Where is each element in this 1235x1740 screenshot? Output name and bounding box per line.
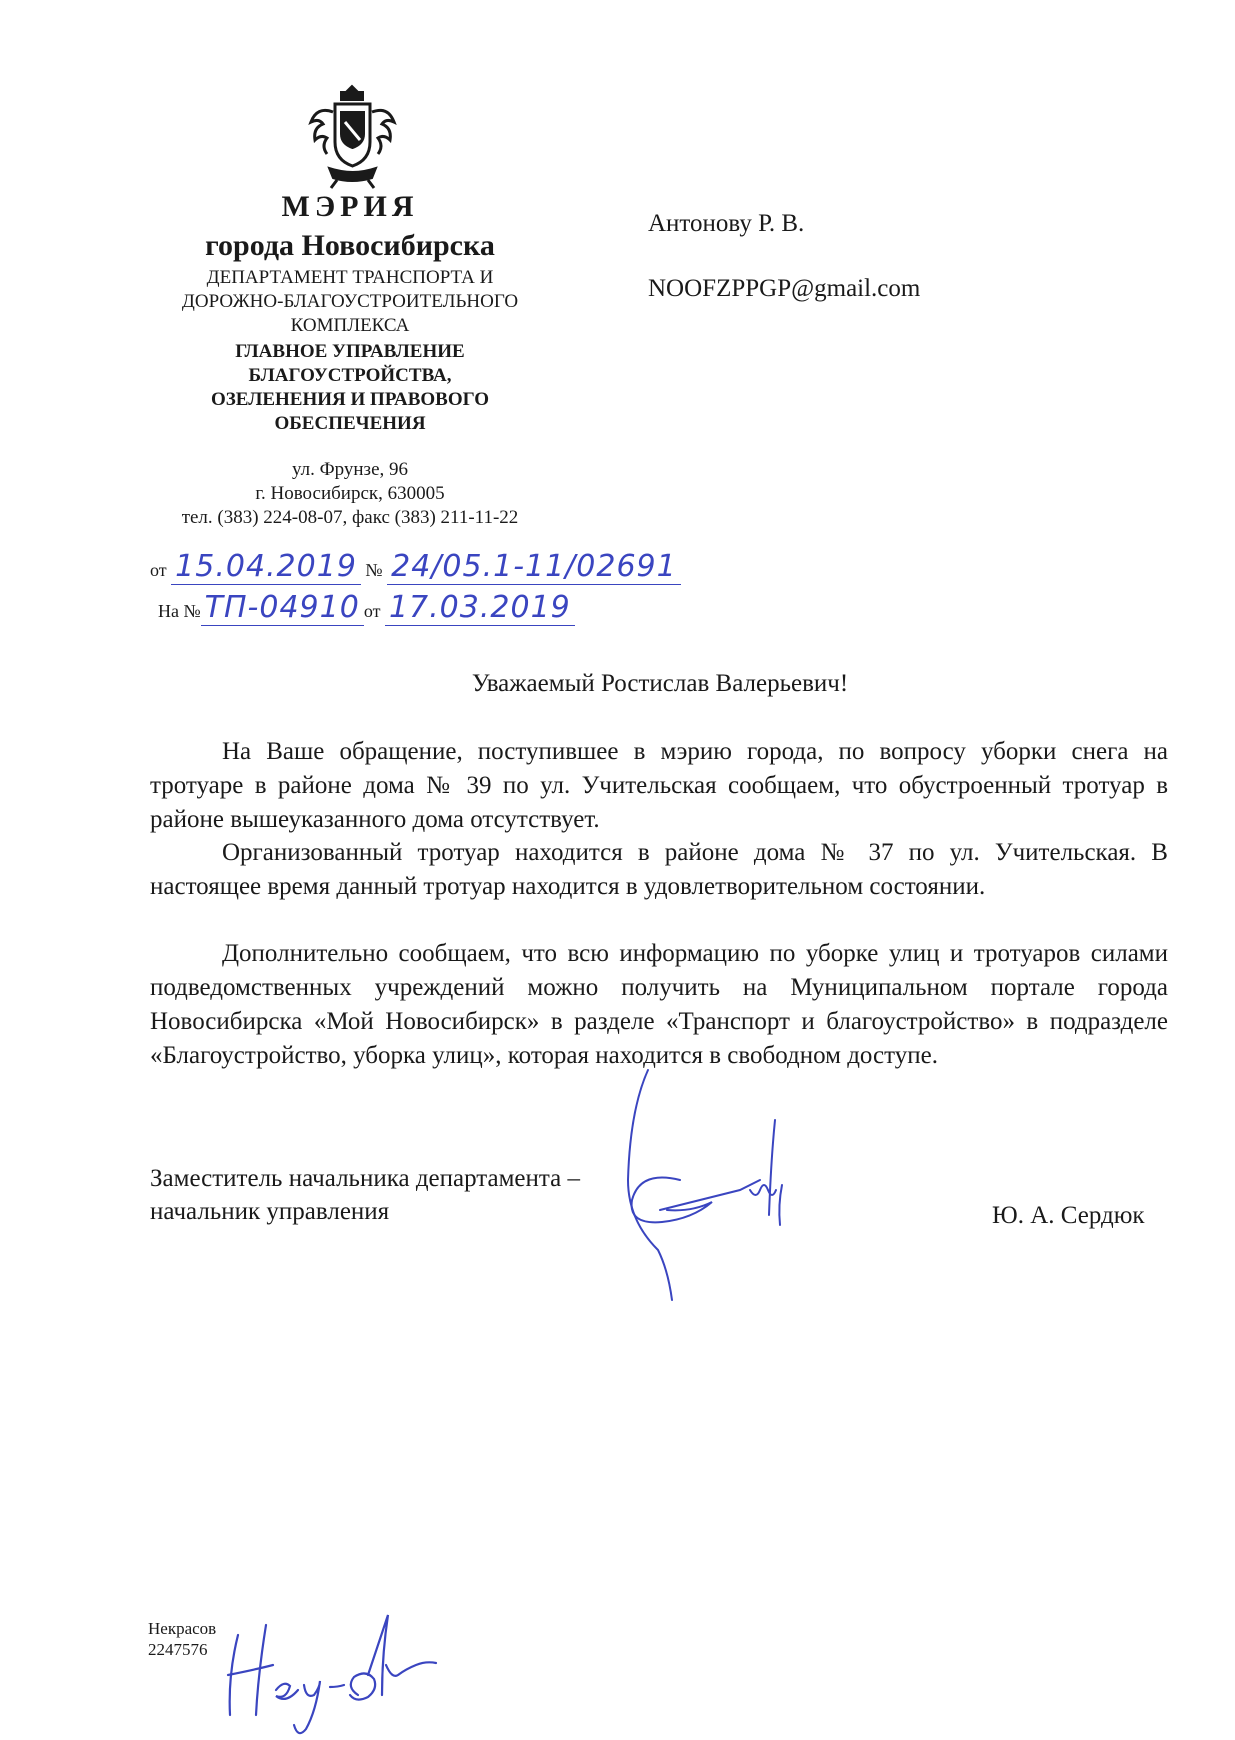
- handwritten-initials: [218, 1595, 448, 1740]
- signatory-position: начальник управления: [150, 1198, 390, 1225]
- dept-line: КОМПЛЕКСА: [290, 315, 410, 336]
- executor-name: Некрасов: [148, 1619, 217, 1638]
- reply-label: На №: [158, 601, 201, 621]
- outgoing-reference: [150, 549, 681, 585]
- from-label: от: [150, 560, 167, 580]
- gu-line: ГЛАВНОЕ УПРАВЛЕНИЕ: [235, 341, 465, 362]
- addressee-name: Антонову Р. В.: [648, 210, 805, 237]
- incoming-reference: [158, 590, 575, 626]
- executor-phone: 2247576: [148, 1640, 208, 1659]
- outgoing-number: 24/05.1-11/02691: [387, 549, 681, 585]
- body-paragraph: На Ваше обращение, поступившее в мэрию города, по вопросу уборки снега на тротуаре в районе дома № 39 по ул. Учительская сообщаем, что обустроенный тротуар в районе вышеуказанного дома отсутствует.: [150, 738, 1168, 833]
- reply-number: ТП-04910: [201, 590, 364, 626]
- org-city: города Новосибирска: [205, 229, 495, 262]
- reply-from-label: от: [363, 601, 381, 621]
- dept-line: ДОРОЖНО-БЛАГОУСТРОИТЕЛЬНОГО: [181, 291, 519, 312]
- address-line: ул. Фрунзе, 96: [291, 459, 408, 480]
- number-label: №: [365, 560, 383, 580]
- body-paragraph: Дополнительно сообщаем, что всю информацию по уборке улиц и тротуаров силами подведомственных учреждений можно получить на Муниципальном портале города Новосибирска «Мой Новосибирск» в разделе «Транспорт и благоустройство» в подразделе «Благоустройство, уборка улиц», которая находится в свободном доступе.: [150, 940, 1168, 1069]
- signatory-name: Ю. А. Сердюк: [992, 1202, 1145, 1229]
- handwritten-signature: [600, 1060, 860, 1320]
- dept-line: ДЕПАРТАМЕНТ ТРАНСПОРТА И: [206, 267, 494, 288]
- address-line: г. Новосибирск, 630005: [255, 483, 445, 504]
- address-line: тел. (383) 224-08-07, факс (383) 211-11-22: [181, 507, 519, 528]
- signatory-position: Заместитель начальника департамента –: [150, 1165, 580, 1192]
- gu-line: ОЗЕЛЕНЕНИЯ И ПРАВОВОГО: [210, 389, 490, 410]
- addressee-email: NOOFZPPGP@gmail.com: [648, 275, 921, 302]
- org-title: МЭРИЯ: [281, 190, 419, 223]
- reply-date: 17.03.2019: [385, 590, 575, 626]
- coat-of-arms-emblem: [305, 82, 400, 192]
- salutation: Уважаемый Ростислав Валерьевич!: [471, 670, 849, 697]
- gu-line: БЛАГОУСТРОЙСТВА,: [248, 365, 452, 386]
- body-paragraph: Организованный тротуар находится в районе дома № 37 по ул. Учительская. В настоящее время данный тротуар находится в удовлетворительном состоянии.: [150, 839, 1168, 900]
- outgoing-date: 15.04.2019: [171, 549, 361, 585]
- gu-line: ОБЕСПЕЧЕНИЯ: [274, 413, 426, 434]
